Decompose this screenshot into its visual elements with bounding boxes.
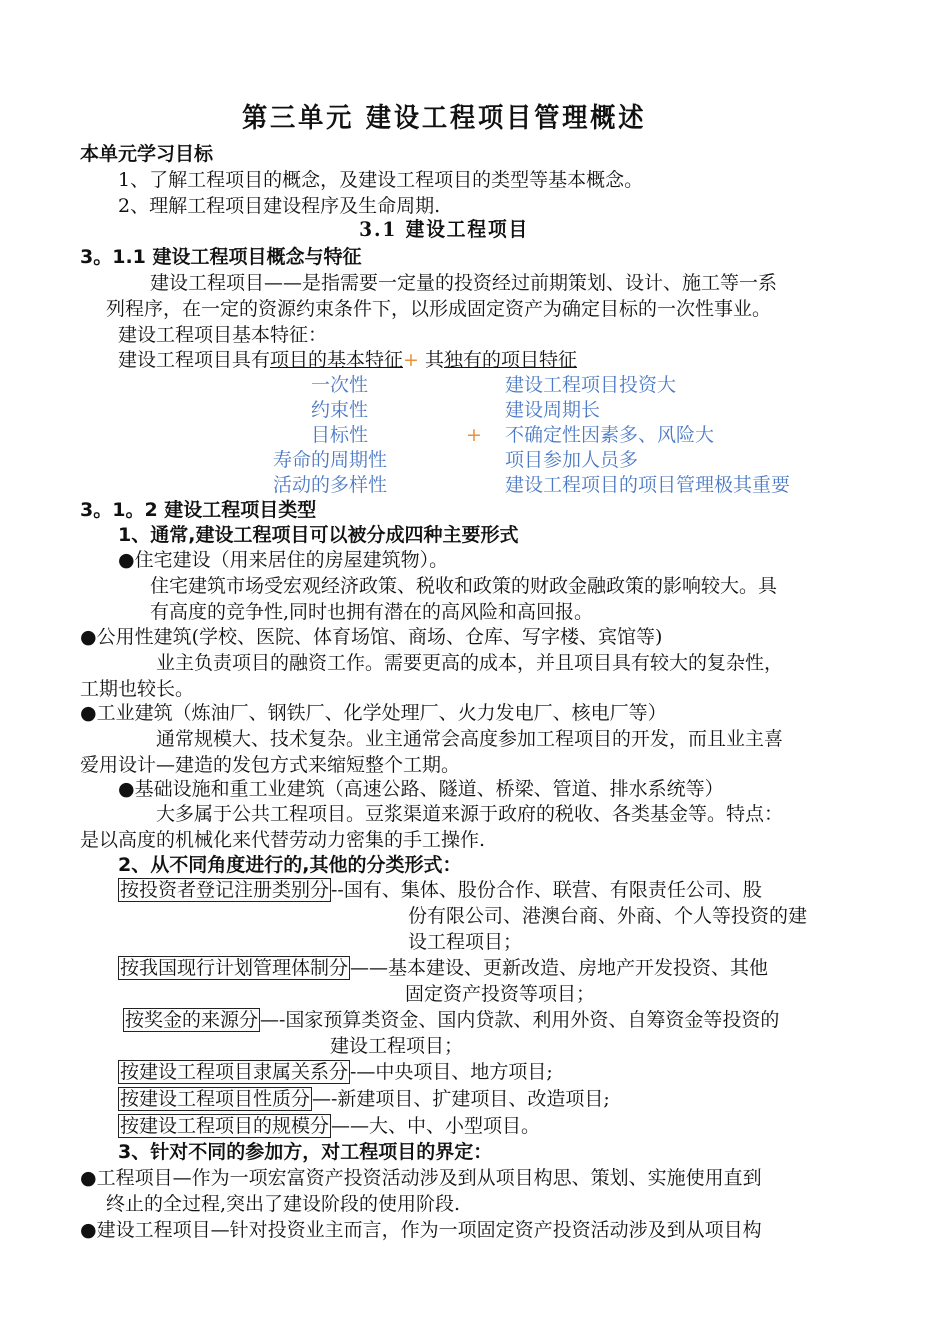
four-forms-heading: 1、通常,建设工程项目可以被分成四种主要形式: [118, 524, 519, 546]
subsection-3-1-2-heading: 3。1。2 建设工程项目类型: [80, 499, 317, 521]
class-funds-line: [123, 1007, 779, 1033]
class-affiliation-desc: -—中央项目、地方项目;: [350, 1061, 553, 1083]
page-title: 第三单元 建设工程项目管理概述: [241, 103, 647, 134]
class-nature-line: [118, 1086, 610, 1112]
residential-line-1: 住宅建筑市场受宏观经济政策、税收和政策的财政金融政策的影响较大。具: [150, 575, 778, 597]
class-investor-line: [118, 877, 762, 903]
industrial-line-2: 爱用设计—建造的发包方式来缩短整个工期。: [80, 754, 461, 776]
class-nature-label: 按建设工程项目性质分: [120, 1088, 311, 1110]
definition-line-1: 建设工程项目——是指需要一定量的投资经过前期策划、设计、施工等一系: [150, 272, 778, 294]
compare-mid: 其: [418, 349, 444, 371]
subsection-3-1-1-heading: 3。1.1 建设工程项目概念与特征: [80, 246, 362, 268]
left-feature-4: 寿命的周期性: [273, 449, 388, 471]
engineering-project-line-2: 终止的全过程,突出了建设阶段的使用阶段.: [106, 1193, 461, 1215]
left-feature-2: 约束性: [311, 399, 369, 421]
class-funds-label: 按奖金的来源分: [125, 1009, 259, 1031]
infrastructure-line-2: 是以高度的机械化来代替劳动力密集的手工操作.: [80, 829, 486, 851]
right-feature-2: 建设周期长: [505, 399, 601, 421]
residential-line-2: 有高度的竞争性,同时也拥有潜在的高风险和高回报。: [150, 601, 594, 623]
bullet-infrastructure: ●基础设施和重工业建筑（高速公路、隧道、桥梁、管道、排水系统等）: [118, 778, 724, 800]
class-investor-line-2: 份有限公司、港澳台商、外商、个人等投资的建: [408, 905, 808, 927]
class-plan-label: 按我国现行计划管理体制分: [120, 957, 349, 979]
participants-heading: 3、针对不同的参加方，对工程项目的界定：: [118, 1141, 493, 1163]
plus-sign: +: [403, 349, 419, 371]
construction-project-line-1: ●建设工程项目—针对投资业主而言，作为一项固定资产投资活动涉及到从项目构: [80, 1219, 762, 1241]
class-affiliation-label: 按建设工程项目隶属关系分: [120, 1061, 349, 1083]
right-feature-5: 建设工程项目的项目管理极其重要: [505, 474, 791, 496]
section-3-1-title: 3.1 建设工程项目: [359, 217, 530, 241]
engineering-project-line-1: ●工程项目—作为一项宏富资产投资活动涉及到从项目构思、策划、实施使用直到: [80, 1167, 762, 1189]
left-feature-5: 活动的多样性: [273, 474, 388, 496]
class-funds-desc: —-国家预算类资金、国内贷款、利用外资、自筹资金等投资的: [260, 1009, 780, 1031]
class-nature-desc: —-新建项目、扩建项目、改造项目;: [312, 1088, 610, 1110]
features-compare-line: [118, 347, 577, 373]
class-investor-desc: --国有、集体、股份合作、联营、有限责任公司、股: [331, 879, 762, 901]
public-building-line-2: 工期也较长。: [80, 678, 195, 700]
goal-item-2: 2、理解工程项目建设程序及生命周期.: [118, 195, 441, 217]
other-forms-heading: 2、从不同角度进行的,其他的分类形式：: [118, 854, 462, 876]
bullet-industrial: ●工业建筑（炼油厂、钢铁厂、化学处理厂、火力发电厂、核电厂等）: [80, 702, 667, 724]
class-plan-line: [118, 955, 768, 981]
class-plan-desc: ——基本建设、更新改造、房地产开发投资、其他: [350, 957, 769, 979]
right-feature-3: 不确定性因素多、风险大: [505, 424, 715, 446]
class-funds-line-2: 建设工程项目；: [330, 1035, 464, 1057]
goal-item-1: 1、了解工程项目的概念，及建设工程项目的类型等基本概念。: [118, 169, 644, 191]
class-scale-label: 按建设工程项目的规模分: [120, 1115, 330, 1137]
center-plus-sign: +: [466, 424, 482, 446]
class-plan-line-2: 固定资产投资等项目；: [405, 983, 596, 1005]
right-feature-1: 建设工程项目投资大: [505, 374, 677, 396]
class-investor-label: 按投资者登记注册类别分: [120, 879, 330, 901]
left-feature-1: 一次性: [311, 374, 369, 396]
class-scale-desc: ——大、中、小型项目。: [331, 1115, 541, 1137]
definition-line-2: 列程序，在一定的资源约束条件下，以形成固定资产为确定目标的一次性事业。: [106, 298, 772, 320]
unique-features-term: 独有的项目特征: [444, 349, 578, 371]
public-building-line-1: 业主负责项目的融资工作。需要更高的成本，并且项目具有较大的复杂性，: [156, 652, 784, 674]
infrastructure-line-1: 大多属于公共工程项目。豆浆渠道来源于政府的税收、各类基金等。特点：: [156, 803, 784, 825]
class-scale-line: [118, 1113, 540, 1139]
bullet-residential: ●住宅建设（用来居住的房屋建筑物）。: [118, 549, 449, 571]
industrial-line-1: 通常规模大、技术复杂。业主通常会高度参加工程项目的开发，而且业主喜: [156, 728, 784, 750]
basic-features-label: 建设工程项目基本特征：: [118, 324, 328, 346]
compare-prefix: 建设工程项目具有: [118, 349, 271, 371]
right-feature-4: 项目参加人员多: [505, 449, 639, 471]
bullet-public-building: ●公用性建筑(学校、医院、体育场馆、商场、仓库、写字楼、宾馆等): [80, 626, 663, 648]
left-feature-3: 目标性: [311, 424, 369, 446]
class-investor-line-3: 设工程项目；: [408, 931, 523, 953]
basic-features-term: 项目的基本特征: [270, 349, 404, 371]
class-affiliation-line: [118, 1059, 553, 1085]
goals-heading: 本单元学习目标: [80, 143, 214, 165]
